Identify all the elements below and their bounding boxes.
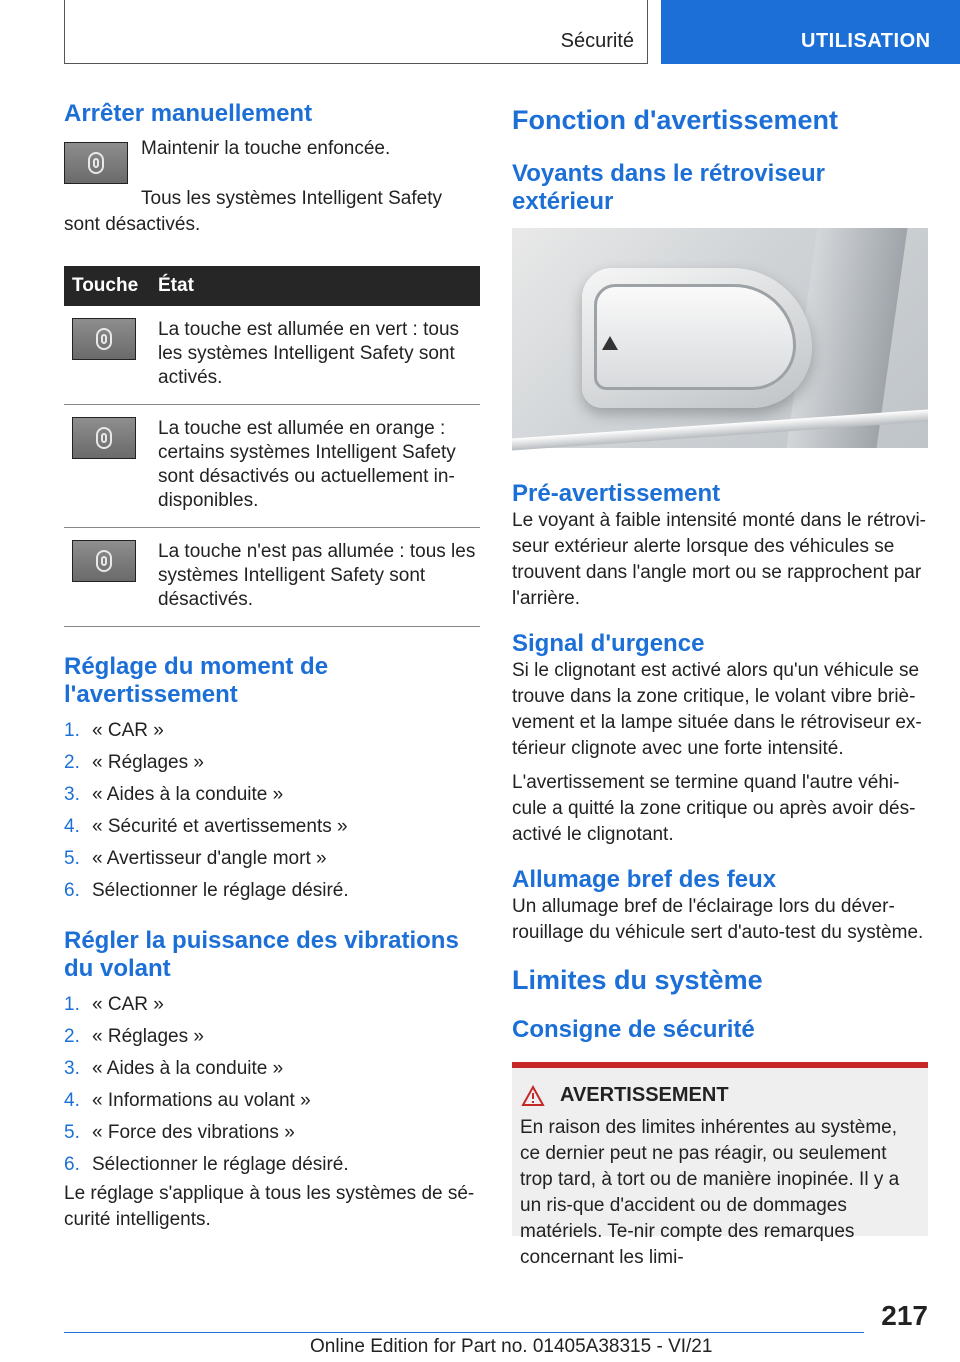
- timing-steps: [64, 715, 480, 907]
- list-item: 4. « Sécurité et avertissements »: [64, 816, 348, 837]
- list-item: 5. « Avertisseur d'angle mort »: [64, 848, 327, 869]
- manual-off-line1: Maintenir la touche enfoncée.: [141, 138, 391, 159]
- table-cell-state: La touche est allumée en orange : certains systèmes Intelligent Safety sont désactivés ou actuellement in-disponibles.: [150, 405, 480, 528]
- timing-title: Réglage du moment de l'avertissement: [64, 653, 329, 708]
- side-mirror-image: [512, 228, 928, 448]
- pre-warning-title: Pré-avertissement: [512, 480, 721, 507]
- vibration-note: Le réglage s'applique à tous les systèmes de sé-curité intelligents.: [64, 1183, 475, 1230]
- system-limits-title: Limites du système: [512, 965, 763, 995]
- safety-notice-subtitle: Consigne de sécurité: [512, 1016, 755, 1043]
- urgent-signal-title: Signal d'urgence: [512, 630, 705, 657]
- list-item: 3. « Aides à la conduite »: [64, 1058, 284, 1079]
- safety-button-off-icon: [72, 540, 136, 582]
- urgent-signal-text1: Si le clignotant est activé alors qu'un véhicule se trouve dans la zone critique, le volant vibre briè-vement et la lampe située dans le rétroviseur ex-térieur clignote avec une forte intensité.: [512, 660, 922, 759]
- warning-label: AVERTISSEMENT: [560, 1084, 729, 1106]
- footer-divider: [64, 1332, 864, 1333]
- button-state-table: [64, 266, 480, 627]
- table-header-button: Touche: [64, 266, 150, 306]
- warning-text: En raison des limites inhérentes au système, ce dernier peut ne pas réagir, ou seulement trop tard, à tort ou de manière inopinée. Il y a un ris-que d'accident ou de dommages matériels. Te-nir compte des remarques concernant les limi-: [520, 1117, 900, 1268]
- manual-off-block: [64, 138, 480, 184]
- manual-off-title: Arrêter manuellement: [64, 100, 313, 127]
- table-cell-state: La touche est allumée en vert : tous les systèmes Intelligent Safety sont activés.: [150, 306, 480, 405]
- left-column: [64, 100, 480, 1233]
- table-row: [64, 528, 480, 627]
- list-item: 6. Sélectionner le réglage désiré.: [64, 880, 349, 901]
- table-row: [64, 306, 480, 405]
- footer-edition: Online Edition for Part no. 01405A38315 - VI/21: [310, 1336, 713, 1357]
- warning-function-title: Fonction d'avertissement: [512, 105, 838, 135]
- list-item: 1. « CAR »: [64, 994, 164, 1015]
- right-column: [512, 100, 928, 1268]
- flash-text: Un allumage bref de l'éclairage lors du déver-rouillage du véhicule sert d'auto-test du système.: [512, 896, 924, 943]
- warning-triangle-icon: [522, 1086, 544, 1106]
- header-chapter-tab: UTILISATION: [661, 0, 960, 64]
- list-item: 5. « Force des vibrations »: [64, 1122, 295, 1143]
- safety-button-green-icon: [72, 318, 136, 360]
- safety-button-icon: [64, 142, 128, 184]
- flash-title: Allumage bref des feux: [512, 866, 777, 893]
- list-item: 2. « Réglages »: [64, 1026, 204, 1047]
- table-header-state: État: [150, 266, 480, 306]
- vibration-title: Régler la puissance des vibrations du volant: [64, 927, 459, 982]
- list-item: 4. « Informations au volant »: [64, 1090, 311, 1111]
- blind-spot-warning-icon: [602, 336, 618, 350]
- page-number: 217: [881, 1300, 928, 1331]
- warning-box: [512, 1062, 928, 1268]
- table-cell-state: La touche n'est pas allumée : tous les systèmes Intelligent Safety sont désactivés.: [150, 528, 480, 627]
- urgent-signal-text2: L'avertissement se termine quand l'autre véhi-cule a quitté la zone critique ou après avoir dés-activé le clignotant.: [512, 772, 916, 845]
- manual-off-line2: Tous les systèmes Intelligent Safety sont désactivés.: [64, 188, 442, 235]
- list-item: 1. « CAR »: [64, 720, 164, 741]
- list-item: 2. « Réglages »: [64, 752, 204, 773]
- vibration-steps: [64, 989, 480, 1181]
- list-item: 3. « Aides à la conduite »: [64, 784, 284, 805]
- header-section: Sécurité: [560, 30, 634, 52]
- safety-button-orange-icon: [72, 417, 136, 459]
- table-row: [64, 405, 480, 528]
- list-item: 6. Sélectionner le réglage désiré.: [64, 1154, 349, 1175]
- pre-warning-text: Le voyant à faible intensité monté dans le rétrovi-seur extérieur alerte lorsque des véhicules se trouvent dans l'angle mort ou se rapprochent par l'arrière.: [512, 510, 927, 609]
- mirror-lights-subtitle: Voyants dans le rétroviseur extérieur: [512, 160, 826, 215]
